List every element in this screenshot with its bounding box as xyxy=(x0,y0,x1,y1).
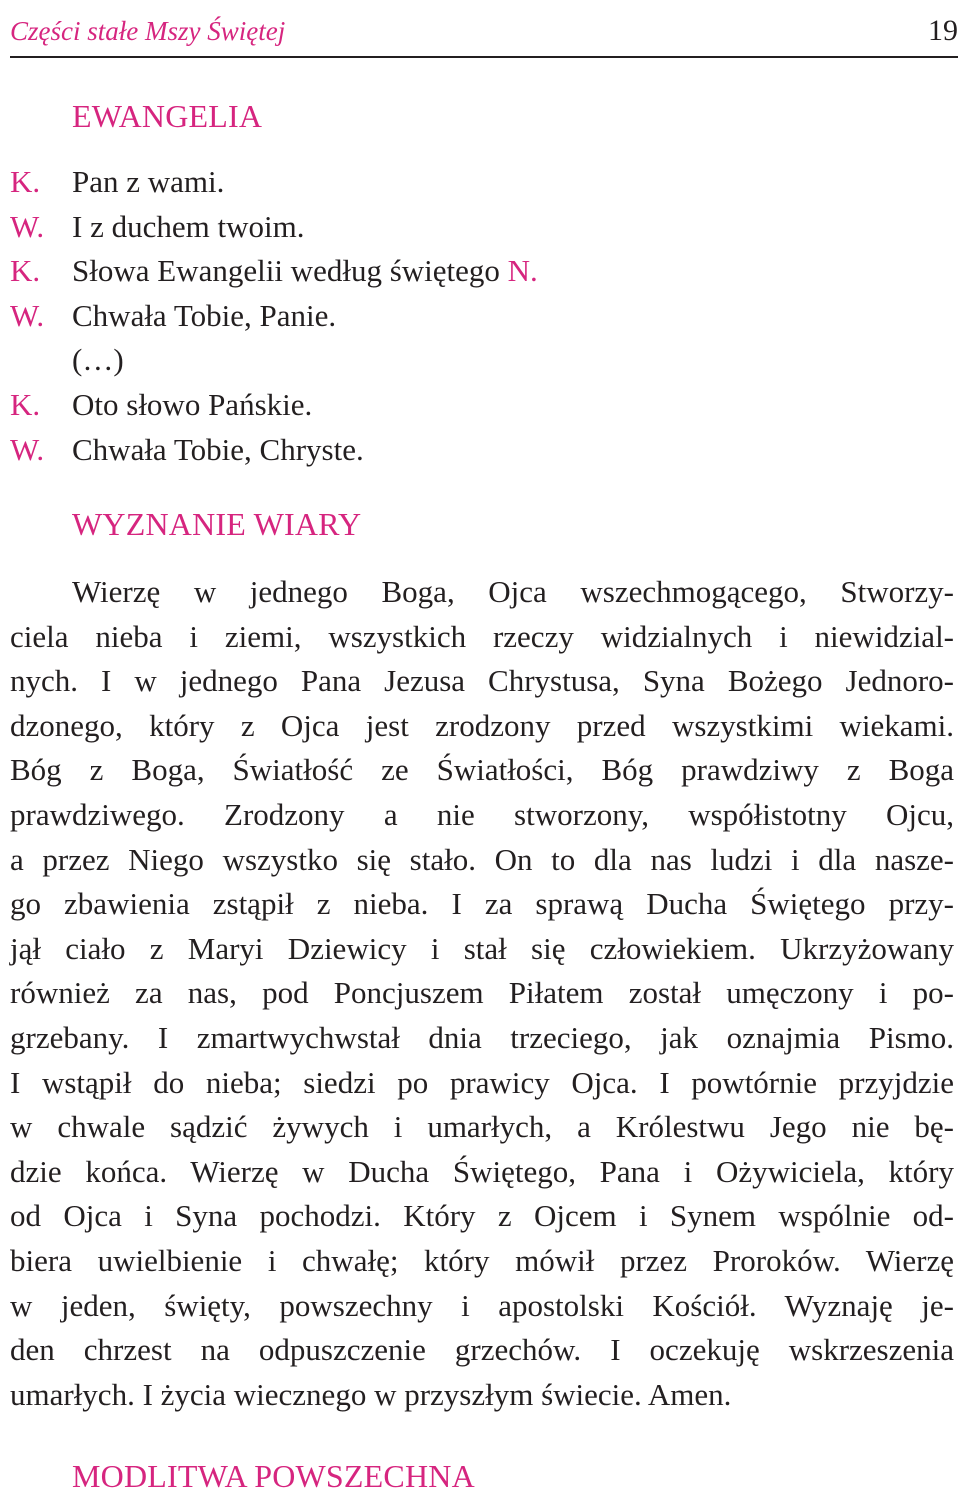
dialogue-text: Oto słowo Pańskie. xyxy=(72,386,313,422)
header-rule xyxy=(10,56,958,58)
creed-line: go zbawienia zstąpił z nieba. I za sprawą Ducha Świętego przy- xyxy=(10,886,954,922)
speaker-label: W. xyxy=(10,431,45,467)
creed-line: Bóg z Boga, Światłość ze Światłości, Bóg prawdziwy z Boga xyxy=(10,752,954,788)
creed-line: Wierzę w jednego Boga, Ojca wszechmogącego, Stworzy- xyxy=(72,574,954,609)
dialogue-text-main: Słowa Ewangelii według świętego xyxy=(72,253,508,289)
speaker-label: W. xyxy=(10,297,45,333)
ellipsis-text: (…) xyxy=(72,342,124,378)
dialogue-text: I z duchem twoim. xyxy=(72,208,305,244)
creed-line: ciela nieba i ziemi, wszystkich rzeczy widzialnych i niewidzial- xyxy=(10,618,954,654)
creed-line: I wstąpił do nieba; siedzi po prawicy Ojca. I powtórnie przyjdzie xyxy=(10,1064,954,1100)
creed-line: dzie końca. Wierzę w Ducha Świętego, Pana i Ożywiciela, który xyxy=(10,1153,954,1189)
page-number: 19 xyxy=(928,14,958,47)
running-header xyxy=(10,10,958,56)
gospel-heading: EWANGELIA xyxy=(72,98,263,134)
creed-line: nych. I w jednego Pana Jezusa Chrystusa, Syna Bożego Jednoro- xyxy=(10,663,954,699)
dialogue-text: Pan z wami. xyxy=(72,164,225,199)
creed-line: den chrzest na odpuszczenie grzechów. I oczekuję wskrzeszenia xyxy=(10,1332,954,1368)
prayer-heading: MODLITWA POWSZECHNA xyxy=(72,1458,475,1494)
speaker-label: K. xyxy=(10,386,41,422)
running-header-title: Części stałe Mszy Świętej xyxy=(10,16,286,46)
creed-line: biera uwielbienie i chwałę; który mówił przez Proroków. Wierzę xyxy=(10,1242,954,1278)
creed-line: w chwale sądzić żywych i umarłych, a Królestwu Jego nie bę- xyxy=(10,1109,954,1145)
creed-line: od Ojca i Syna pochodzi. Który z Ojcem i Synem wspólnie od- xyxy=(10,1198,954,1234)
creed-line: grzebany. I zmartwychwstał dnia trzeciego, jak oznajmia Pismo. xyxy=(10,1019,954,1055)
dialogue-text: Chwała Tobie, Chryste. xyxy=(72,431,364,467)
creed-line: dzonego, który z Ojca jest zrodzony przed wszystkimi wiekami. xyxy=(10,707,954,743)
speaker-label: K. xyxy=(10,164,41,199)
creed-line: również za nas, pod Poncjuszem Piłatem został umęczony i po- xyxy=(10,975,954,1011)
creed-line: jął ciało z Maryi Dziewicy i stał się człowiekiem. Ukrzyżowany xyxy=(10,930,954,966)
dialogue-text: Chwała Tobie, Panie. xyxy=(72,297,337,333)
creed-heading: WYZNANIE WIARY xyxy=(72,506,362,542)
dialogue-text xyxy=(72,249,538,294)
creed-line: a przez Niego wszystko się stało. On to dla nas ludzi i dla nasze- xyxy=(10,841,954,877)
creed-line: prawdziwego. Zrodzony a nie stworzony, współistotny Ojcu, xyxy=(10,796,954,832)
speaker-label: W. xyxy=(10,208,45,244)
creed-line: umarłych. I życia wiecznego w przyszłym świecie. Amen. xyxy=(10,1376,732,1412)
creed-line: w jeden, święty, powszechny i apostolski Kościół. Wyznaję je- xyxy=(10,1287,954,1323)
evangelist-placeholder: N. xyxy=(507,253,538,289)
creed-text xyxy=(10,570,954,1417)
speaker-label: K. xyxy=(10,253,41,289)
